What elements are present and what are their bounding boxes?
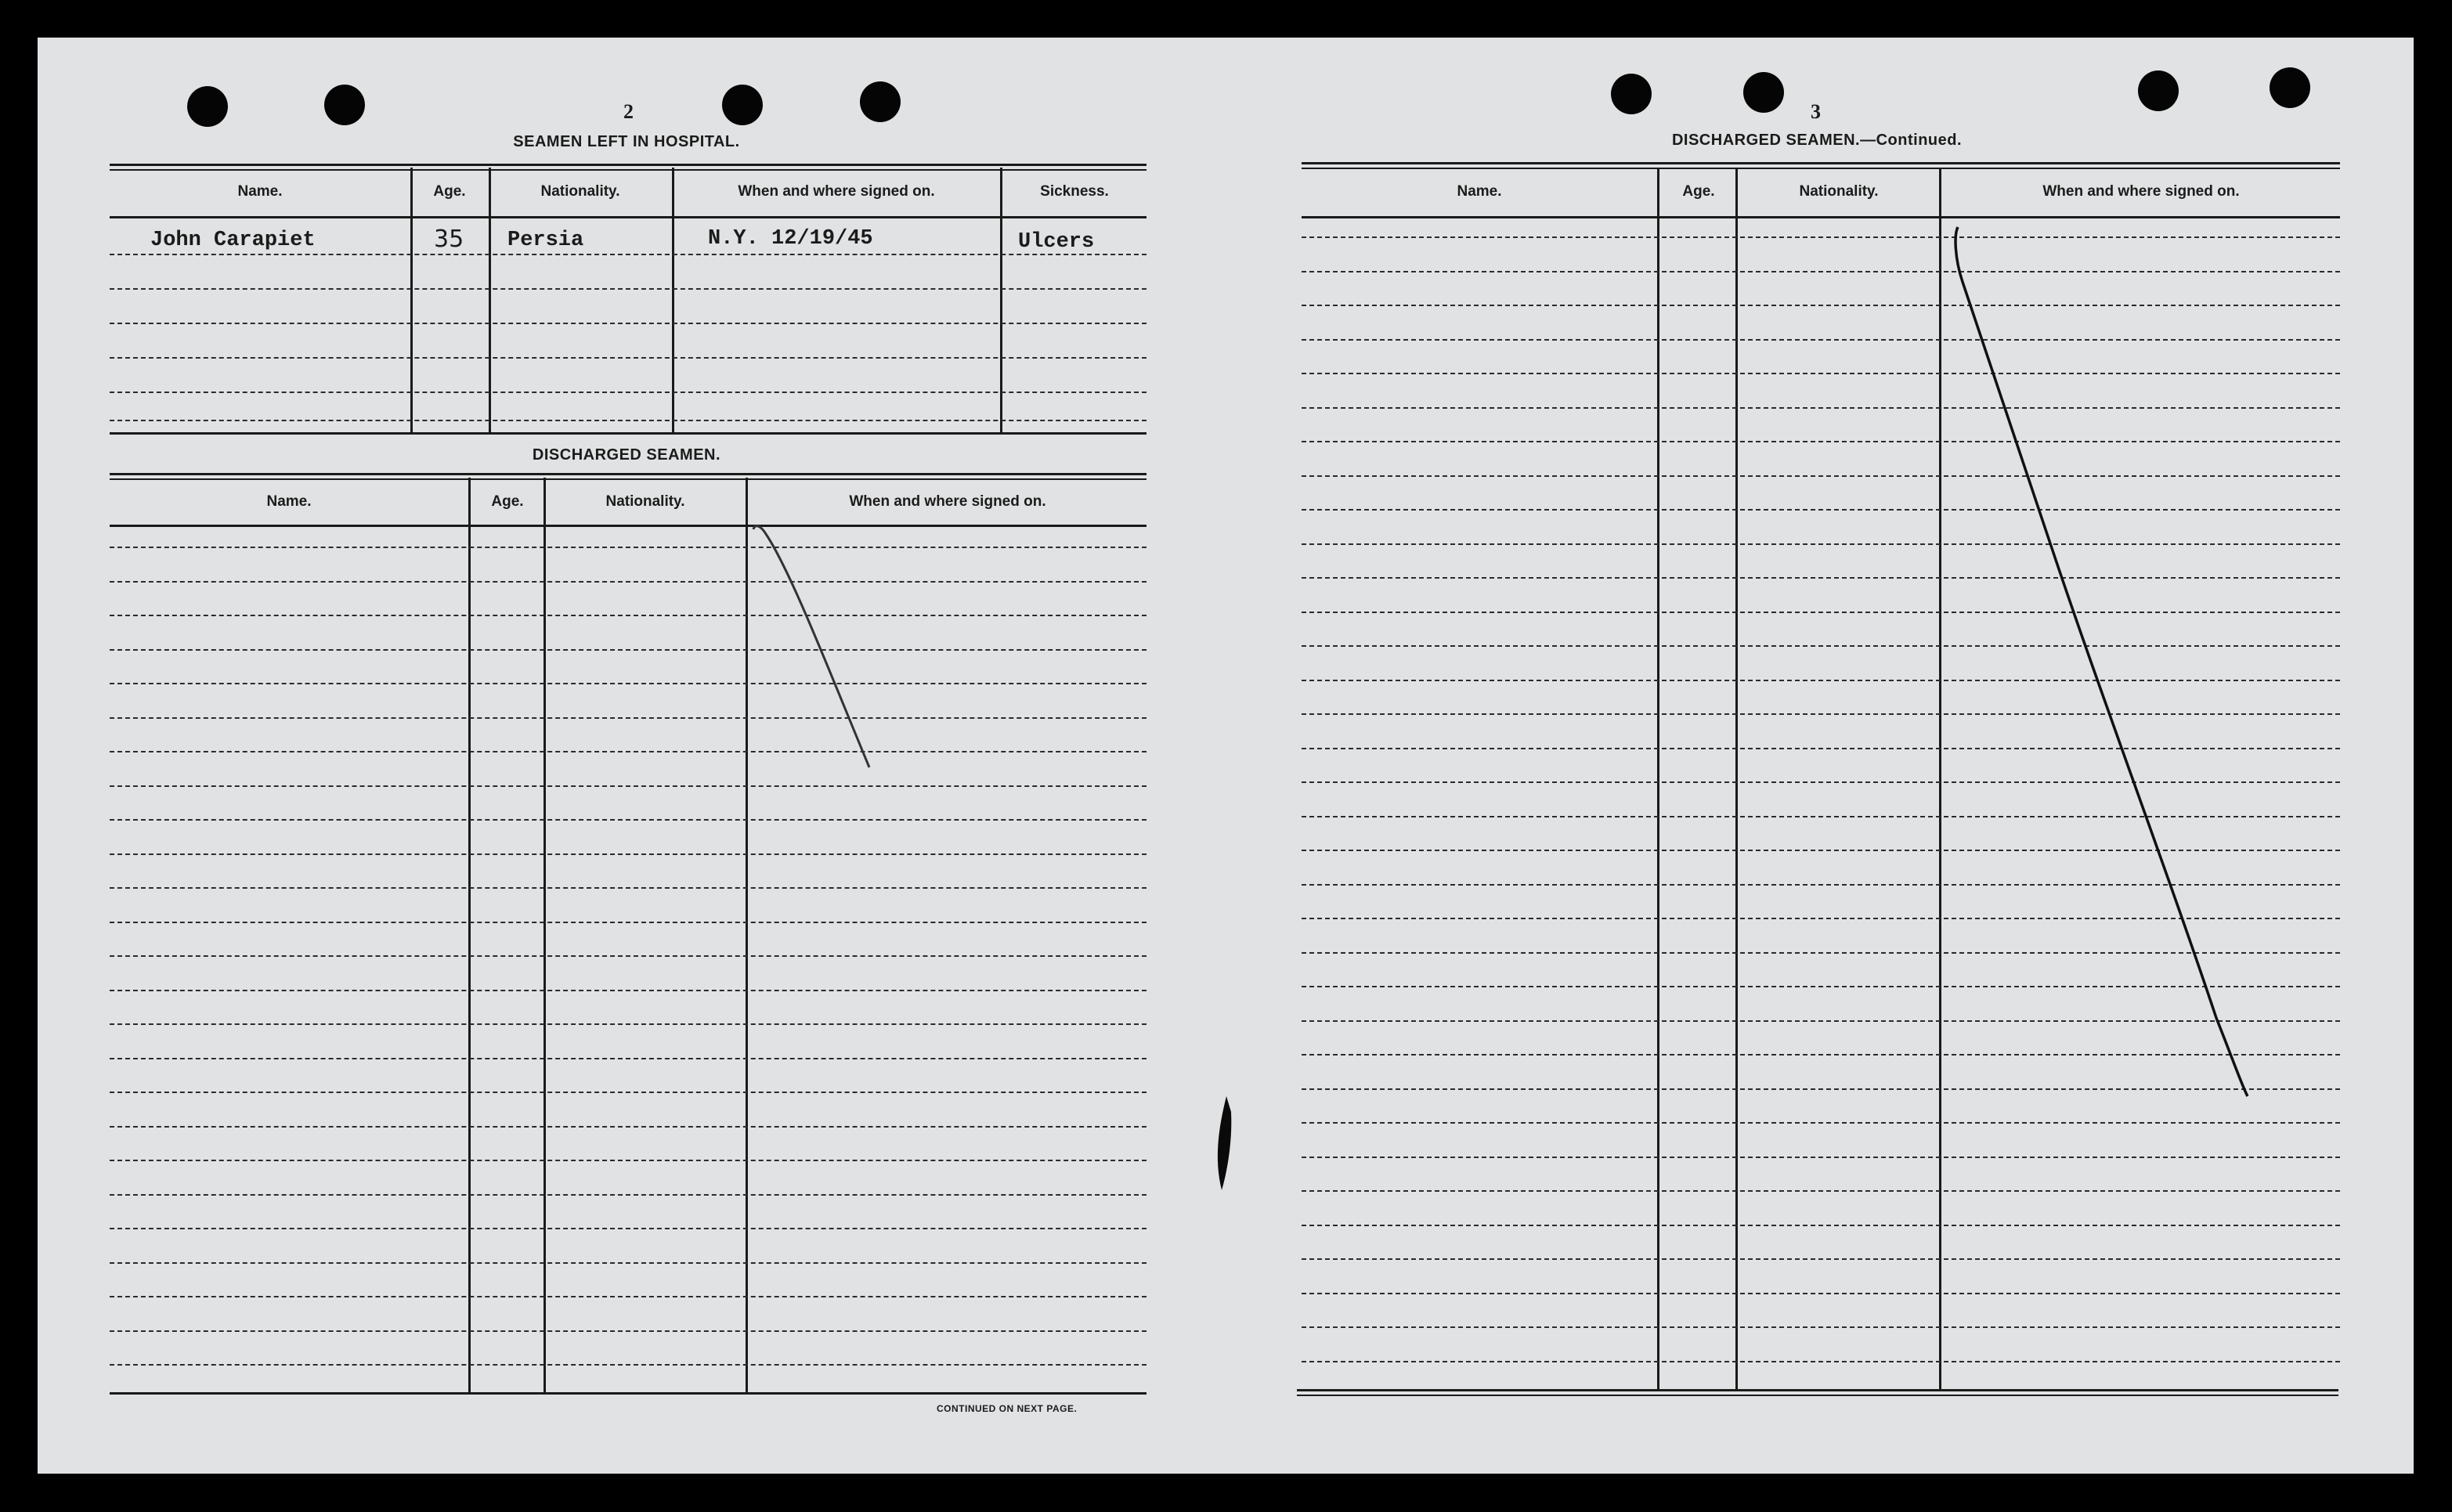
continued-header-signed-on: When and where signed on.: [2042, 183, 2240, 200]
hospital-header-signed-on: When and where signed on.: [738, 183, 935, 200]
page-number-left: 2: [623, 100, 634, 123]
page-number-right: 3: [1811, 100, 1821, 123]
hospital-row-sickness: Ulcers: [1018, 230, 1095, 254]
hospital-header-sickness: Sickness.: [1040, 183, 1109, 200]
discharged-header-age: Age.: [491, 493, 524, 510]
hospital-row-age: 35: [434, 226, 464, 253]
discharged-continued-title: DISCHARGED SEAMEN.—Continued.: [1671, 132, 1963, 149]
hospital-header-name: Name.: [237, 183, 283, 200]
cancel-stroke: [1955, 227, 2248, 1096]
discharged-header-nationality: Nationality.: [605, 493, 685, 510]
hospital-section-title: SEAMEN LEFT IN HOSPITAL.: [513, 133, 740, 150]
discharged-header-signed-on: When and where signed on.: [849, 493, 1046, 510]
discharged-header-name: Name.: [266, 493, 312, 510]
continued-footer: CONTINUED ON NEXT PAGE.: [937, 1403, 1078, 1414]
continued-header-age: Age.: [1682, 183, 1715, 200]
continued-header-nationality: Nationality.: [1799, 183, 1879, 200]
discharged-section-title: DISCHARGED SEAMEN.: [532, 446, 721, 464]
cancel-stroke: [753, 526, 869, 767]
binding-mark: [1218, 1096, 1231, 1190]
hospital-header-nationality: Nationality.: [540, 183, 620, 200]
hospital-row-name: John Carapiet: [150, 229, 316, 252]
hospital-row-signed-on: N.Y. 12/19/45: [708, 227, 873, 251]
continued-header-name: Name.: [1457, 183, 1502, 200]
hospital-row-nationality: Persia: [507, 229, 584, 252]
hospital-header-age: Age.: [433, 183, 466, 200]
